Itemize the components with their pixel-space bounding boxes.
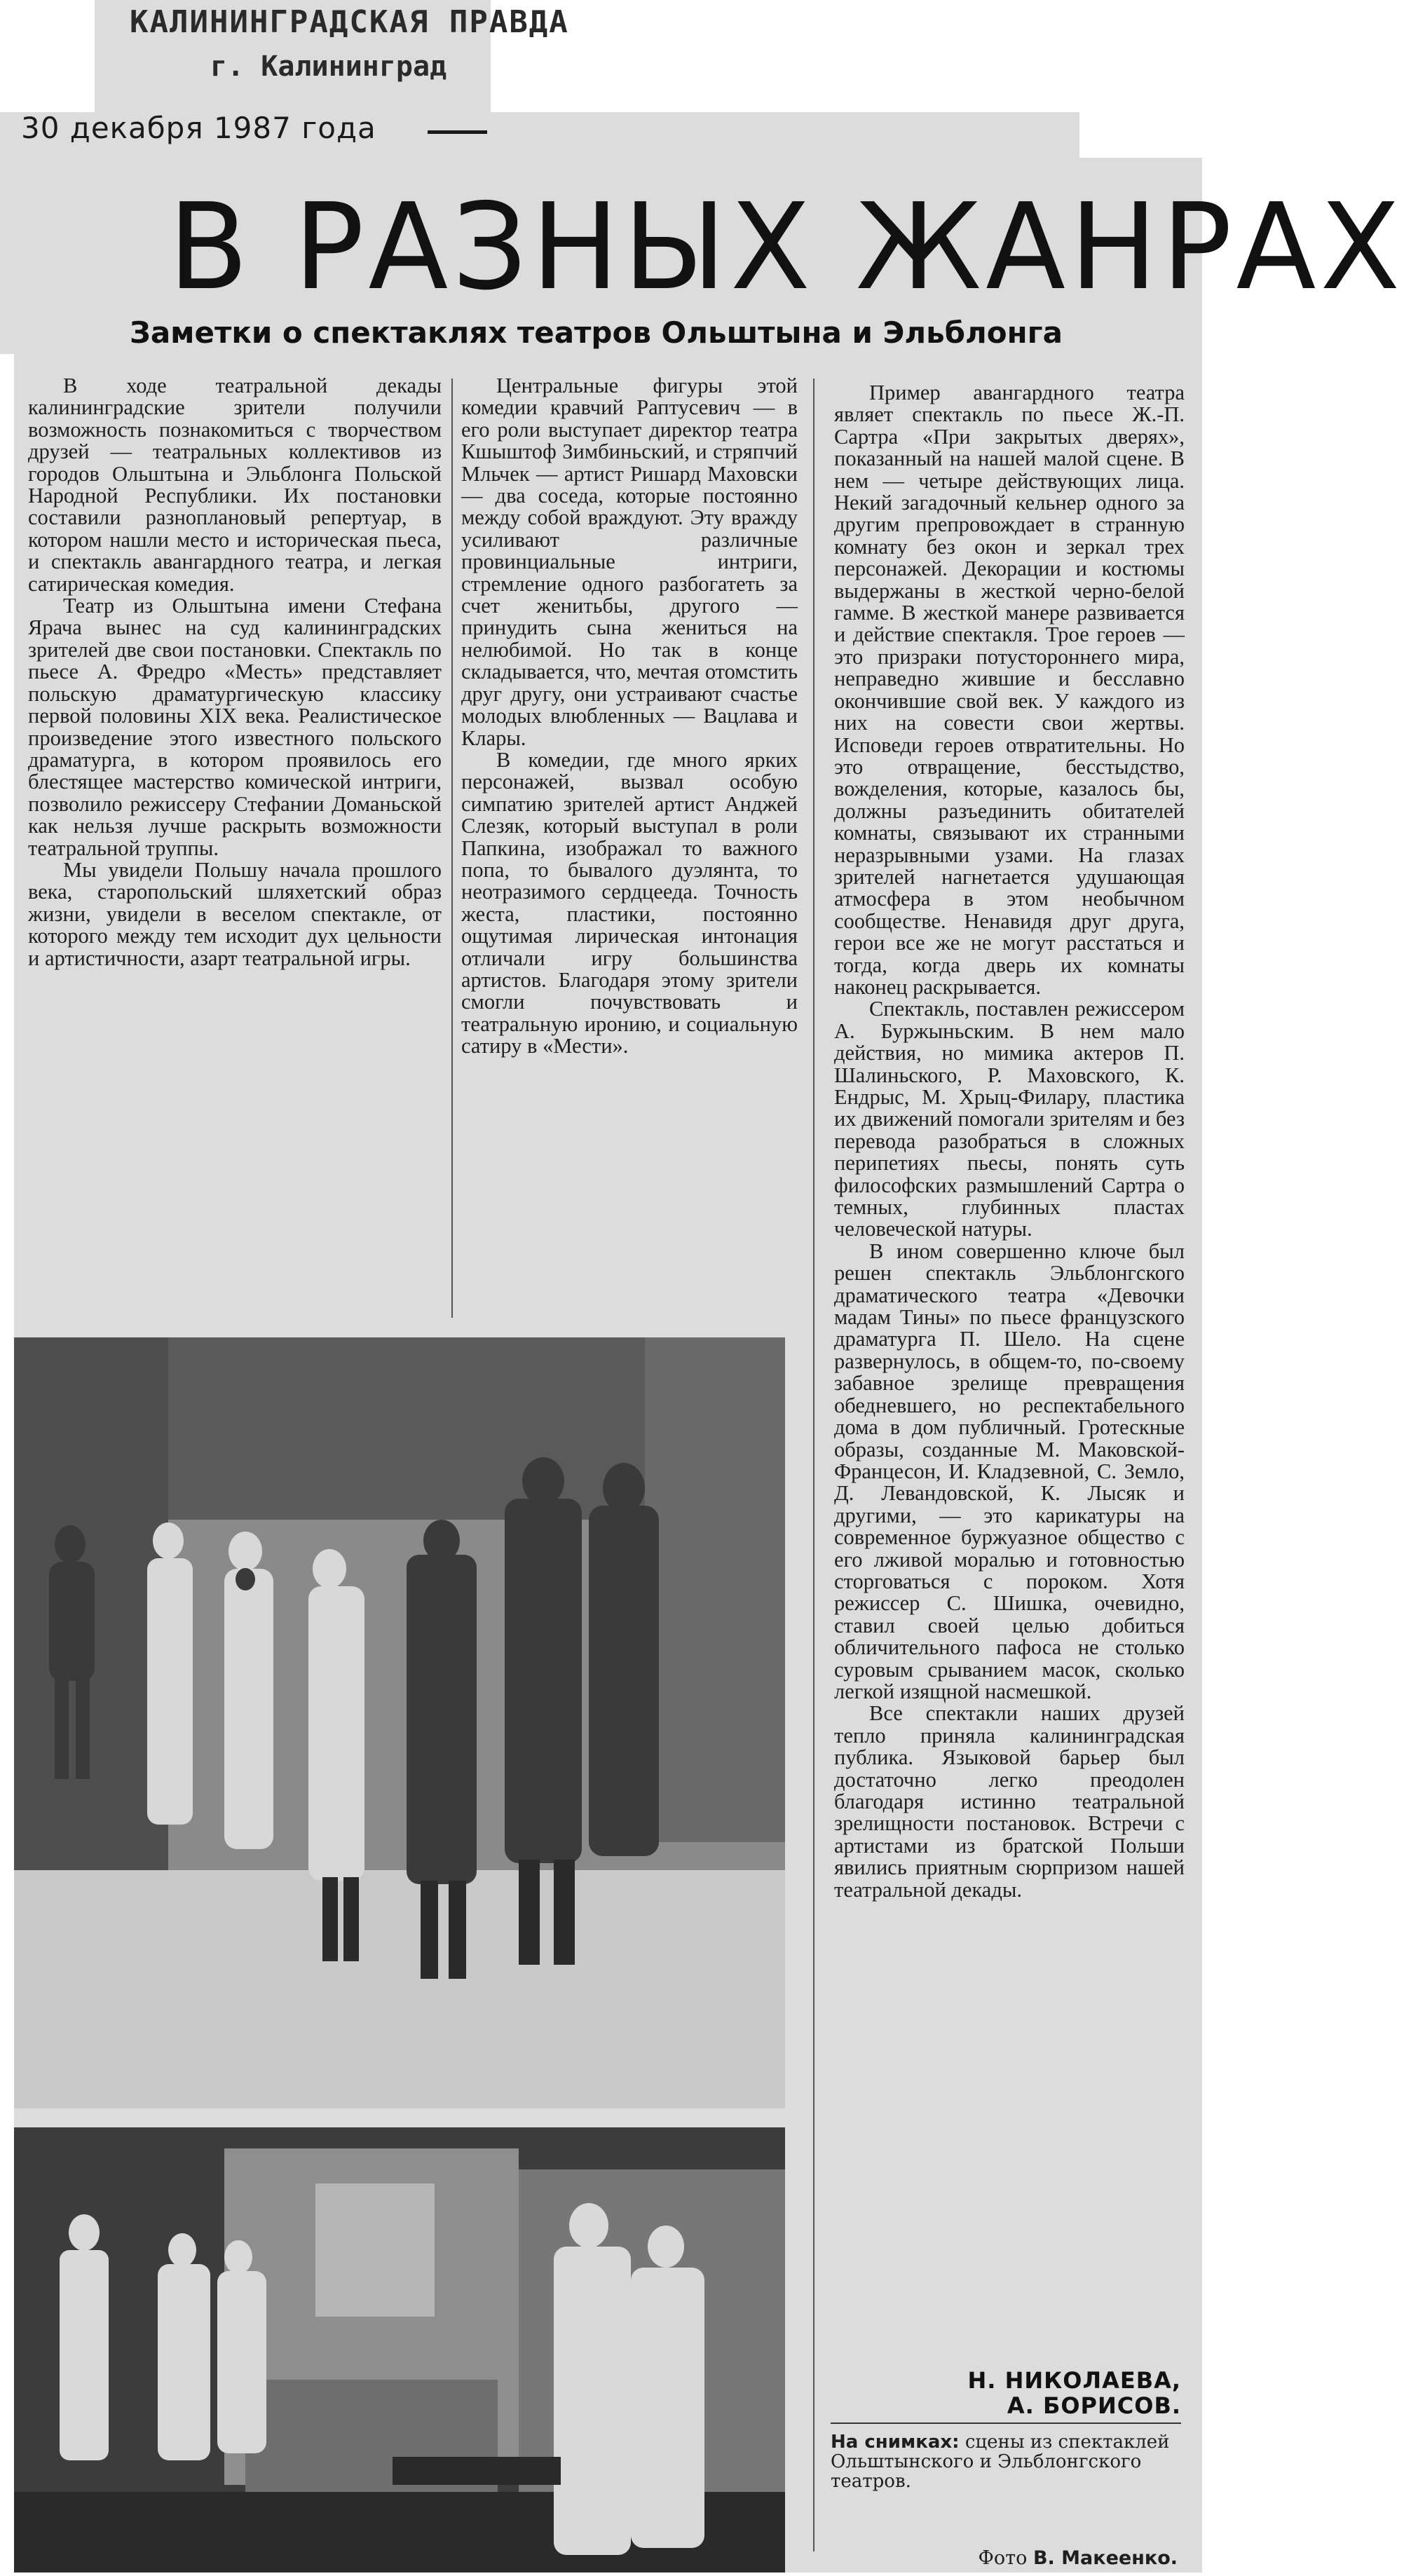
paragraph: Спектакль, поставлен режиссером А. Буржыньским. В нем мало действия, но мимика актеров П. Шалиньского, Р. Маховского, К. Ендрыс, М. Хрыц-Филару, пластика их движений помогали зрителям и без перевода разобраться в сложных перипетиях пьесы, понять суть философских размышлений Сартра о темных, глубинных пластах человеческой натуры. [834, 997, 1185, 1241]
paragraph: Театр из Ольштына имени Стефана Ярача вынес на суд калининградских зрителей две свои постановки. Спектакль по пьесе А. Фредро «Месть» представляет польскую драматургическую классику первой половины XIX века. Реалистическое произведение этого известного польского драматурга, в котором проявилось его блестящее мастерство комической интриги, позволило режиссеру Стефании Доманьской как нельзя лучше раскрыть возможности театральной труппы. [28, 594, 442, 860]
stage-scene-illustration [14, 2127, 785, 2572]
paragraph: Все спектакли наших друзей тепло приняла калининградская публика. Языковой барьер был достаточно легко преодолен благодаря истинно театральной зрелищности постановок. Встречи с артистами из братской Польши явились приятным сюрпризом нашей театральной декады. [834, 1701, 1185, 1902]
photo-caption [831, 2432, 1181, 2491]
paragraph: Пример авангардного театра являет спектакль по пьесе Ж.-П. Сартра «При закрытых дверях», показанный на нашей малой сцене. В нем — четыре действующих лица. Некий загадочный кельнер одного за другим препровождает в странную комнату без окон и зеркал трех персонажей. Декорации и костюмы выдержаны в жесткой черно-белой гамме. В жесткой манере развивается и действие спектакля. Трое героев — это призраки потустороннего мира, неправедно жившие и бесславно окончившие свой век. У каждого из них на совести свои жертвы. Исповеди героев отвратительны. Но это отвращение, бесстыдство, вожделения, которые, казалось бы, должны разъединить обитателей комнаты, связывают их странными неразрывными узами. На глазах зрителей нагнетается удушающая атмосфера в этом необычном сообществе. Ненавидя друг друга, герои все же не могут расстаться и тогда, когда дверь их комнаты наконец раскрывается. [834, 381, 1185, 999]
caption-divider [831, 2422, 1181, 2424]
paragraph: Центральные фигуры этой комедии кравчий Раптусевич — в его роли выступает директор театра Кшыштоф Зимбиньский, и стряпчий Мльчек — артист Ришард Маховски — два соседа, которые постоянно между собой враждуют. Эту вражду усиливают различные провинциальные интриги, стремление одного разбогатеть за счет женитьбы, другого — принудить сына жениться на нелюбимой. Но так в конце складывается, что, мечтая отомстить друг другу, они устраивают счастье молодых влюбленных — Вацлава и Клары. [461, 374, 798, 750]
caption-text: сцены из спектаклей Ольштынского и Эльблонгского театров. [831, 2432, 1170, 2492]
article-subtitle: Заметки о спектаклях театров Ольштына и Эльблонга [130, 315, 1063, 350]
paragraph: В ходе театральной декады калининградские зрители получили возможность познакомиться с творчеством друзей — театральных коллективов из городов Ольштына и Эльблонга Польской Народной Республики. Их постановки составили разноплановый репертуар, в котором нашли место и историческая пьеса, и спектакль авангардного театра, и легкая сатирическая комедия. [28, 374, 442, 596]
photo-credit-name: В. Макеенко. [1032, 2547, 1178, 2569]
stage-photo-revenge [14, 1337, 785, 2108]
handwritten-date: 30 декабря 1987 года [21, 111, 376, 145]
author-1: Н. НИКОЛАЕВА, [967, 2367, 1181, 2394]
photo-credit-label: Фото [978, 2547, 1033, 2569]
paragraph: В ином совершенно ключе был решен спектакль Эльблонгского драматического театра «Девочки мадам Тины» по пьесе французского драматурга П. Шело. На сцене развернулось, в общем-то, по-своему забавное зрелище превращения обедневшего, но респектабельного дома в дом публичный. Гротескные образы, созданные М. Маковской-Францесон, И. Кладзевной, С. Земло, Д. Левандовской, К. Лысяк и другими, — это карикатуры на современное буржуазное общество с его лживой моралью и готовностью сторговаться с пороком. Хотя режиссер С. Шишка, очевидно, ставил своей целью добиться обличительного пафоса не столько суровым срыванием масок, сколько легкой изящной насмешкой. [834, 1239, 1185, 1703]
photo-credit [831, 2547, 1178, 2569]
stage-photo-madam-tina [14, 2127, 785, 2572]
newspaper-stamp: КАЛИНИНГРАДСКАЯ ПРАВДА [130, 4, 569, 40]
date-underline [428, 130, 487, 134]
column-3 [834, 382, 1185, 1901]
stage-scene-illustration [14, 1337, 785, 2108]
article-title: В РАЗНЫХ ЖАНРАХ [168, 178, 1404, 317]
author-2: А. БОРИСОВ. [1007, 2392, 1181, 2419]
paragraph: Мы увидели Польшу начала прошлого века, старопольский шляхетский образ жизни, увидели в веселом спектакле, от которого между тем исходит дух цельности и артистичности, азарт театральной игры. [28, 857, 442, 970]
column-divider [813, 379, 815, 2551]
column-divider [451, 379, 453, 1318]
caption-label: На снимках: [831, 2432, 960, 2453]
column-2 [461, 375, 798, 1058]
column-1 [28, 375, 442, 969]
city-stamp: г. Калининград [210, 50, 447, 83]
paragraph: В комедии, где много ярких персонажей, вызвал особую симпатию зрителей артист Анджей Слезяк, который выступал в роли Папкина, изображал то важного попа, то бывалого дуэлянта, то неотразимого сердцееда. Точность жеста, пластики, постоянно ощутимая лирическая интонация отличали игру большинства артистов. Благодаря этому зрители смогли почувствовать и театральную иронию, и социальную сатиру в «Мести». [461, 747, 798, 1058]
